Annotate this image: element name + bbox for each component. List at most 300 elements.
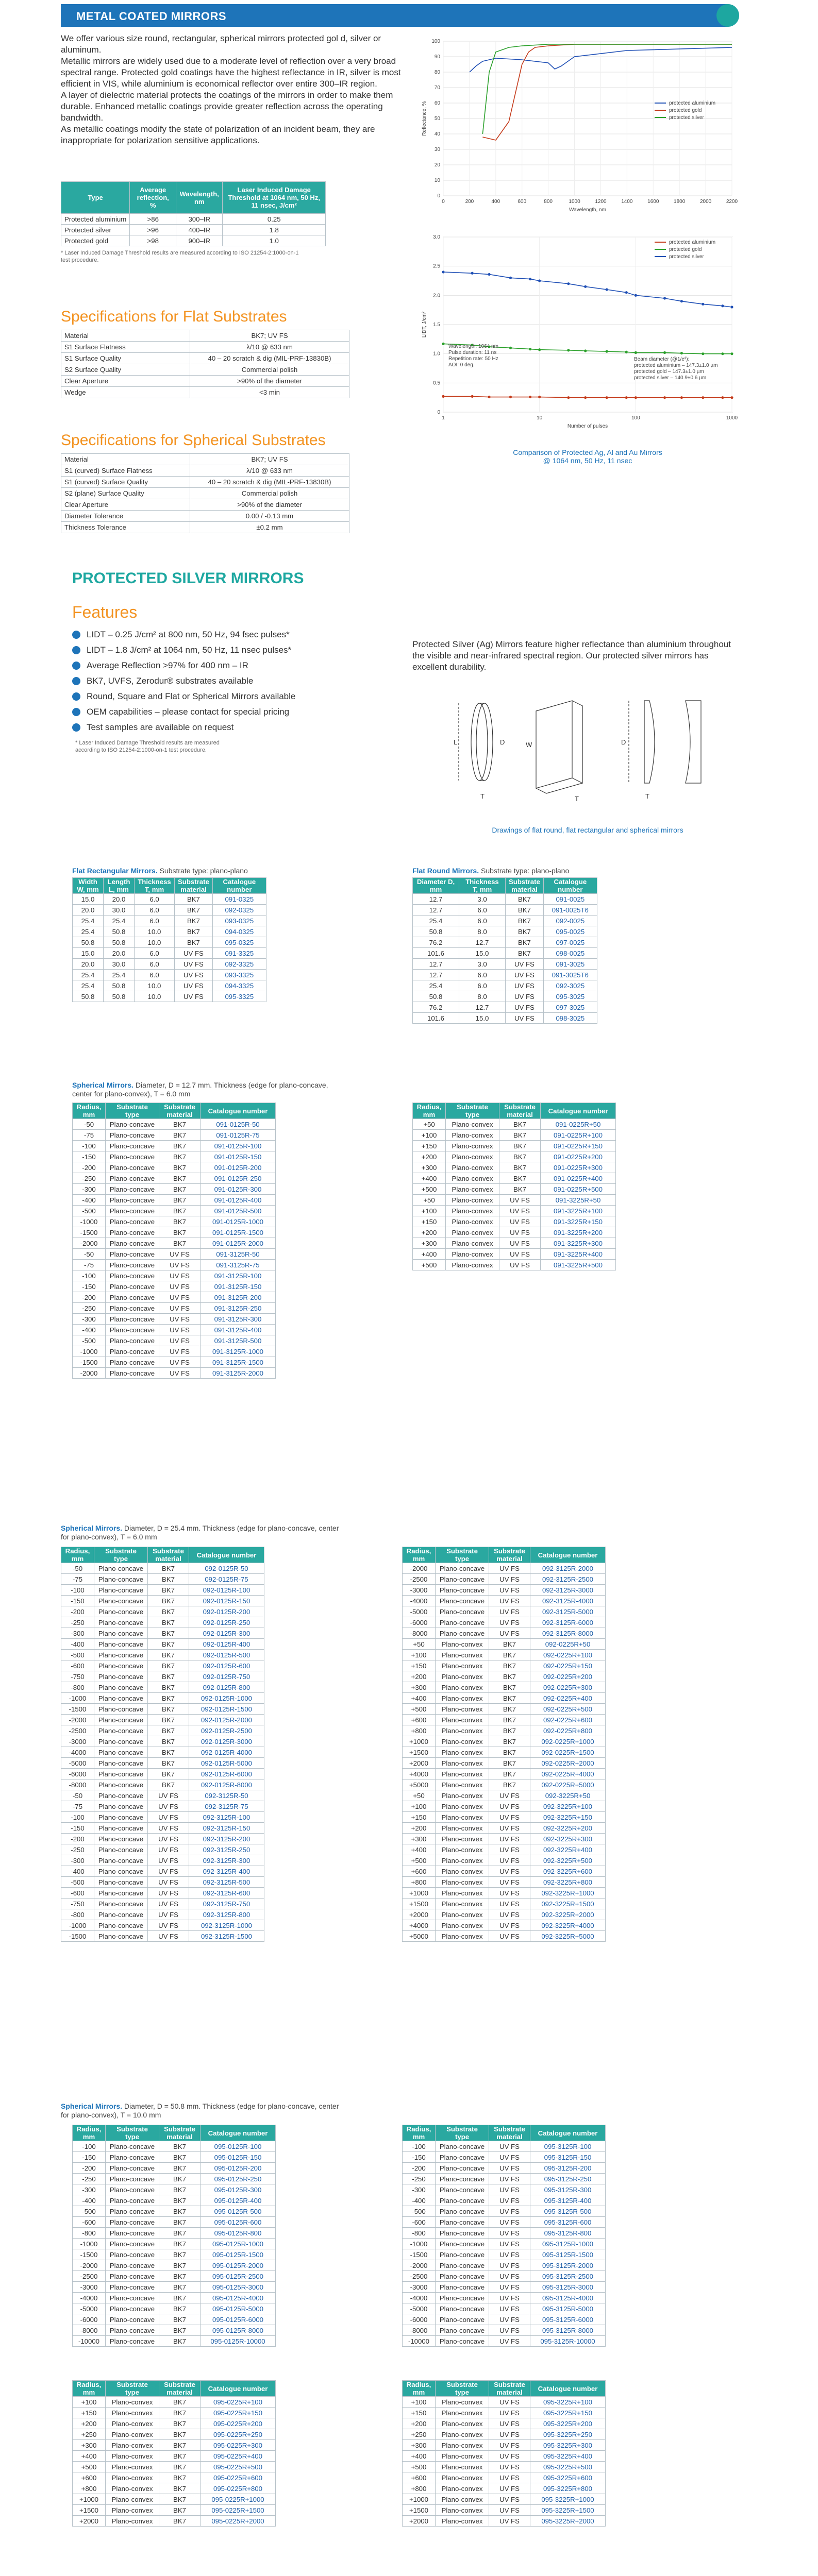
catalogue-number[interactable]: 092-3125R-3000 — [530, 1585, 606, 1596]
catalogue-number[interactable]: 095-0125R-4000 — [201, 2293, 276, 2303]
catalogue-number[interactable]: 092-0125R-600 — [189, 1660, 264, 1671]
catalogue-number[interactable]: 092-3225R+1500 — [530, 1899, 606, 1909]
catalogue-number[interactable]: 095-3225R+1000 — [530, 2494, 606, 2505]
cell: Plano-convex — [436, 1736, 489, 1747]
column-header: Radius, mm — [403, 2125, 436, 2141]
cell: +1500 — [403, 1899, 436, 1909]
mirror-drawings — [443, 690, 732, 824]
intro-p4: As metallic coatings modify the state of polarization of an incident beam, they are inappropriate for polarization sensitive applications. — [61, 124, 375, 145]
catalogue-number[interactable]: 092-0125R-2500 — [189, 1725, 264, 1736]
features-list — [72, 627, 295, 735]
catalogue-number[interactable]: 092-0125R-5000 — [189, 1758, 264, 1769]
catalogue-number[interactable]: 095-3125R-150 — [530, 2152, 606, 2163]
catalogue-number[interactable]: 091-3325 — [212, 948, 266, 959]
cell: UV FS — [489, 1790, 530, 1801]
cell: +800 — [73, 2483, 106, 2494]
catalogue-number[interactable]: 095-0125R-8000 — [201, 2325, 276, 2336]
cell: 12.7 — [413, 959, 459, 970]
data-point — [606, 350, 608, 353]
catalogue-number[interactable]: 091-3125R-50 — [201, 1249, 276, 1260]
cell: 6.0 — [135, 948, 175, 959]
cell: BK7 — [148, 1693, 189, 1704]
catalogue-number[interactable]: 092-3225R+5000 — [530, 1931, 606, 1942]
catalogue-number[interactable]: 091-3225R+500 — [541, 1260, 616, 1270]
cell: Plano-concave — [94, 1909, 148, 1920]
catalogue-number[interactable]: 091-3125R-500 — [201, 1335, 276, 1346]
cell: BK7 — [489, 1715, 530, 1725]
table-row — [413, 1216, 616, 1227]
feature-item: Test samples are available on request — [72, 720, 295, 735]
catalogue-number[interactable]: 091-3225R+100 — [541, 1206, 616, 1216]
cell: 50.8 — [104, 991, 135, 1002]
x-tick-label: 2200 — [726, 199, 738, 205]
catalogue-number[interactable]: 095-3125R-500 — [530, 2206, 606, 2217]
cell: Plano-convex — [446, 1260, 499, 1270]
catalogue-number[interactable]: 091-0125R-200 — [201, 1162, 276, 1173]
cell: -2000 — [73, 1238, 106, 1249]
catalogue-number[interactable]: 091-0125R-250 — [201, 1173, 276, 1184]
catalogue-number[interactable]: 091-3025T6 — [543, 970, 597, 980]
catalogue-number[interactable]: 095-3025 — [543, 991, 597, 1002]
catalogue-number[interactable]: 095-3225R+200 — [530, 2418, 606, 2429]
catalogue-number[interactable]: 095-0125R-200 — [201, 2163, 276, 2174]
catalogue-number[interactable]: 091-0025T6 — [543, 905, 597, 916]
catalogue-number[interactable]: 091-3125R-150 — [201, 1281, 276, 1292]
catalogue-number[interactable]: 092-3125R-5000 — [530, 1606, 606, 1617]
catalogue-number[interactable]: 095-0125R-300 — [201, 2184, 276, 2195]
table-row — [413, 926, 597, 937]
catalogue-number[interactable]: 092-3125R-250 — [189, 1844, 264, 1855]
catalogue-number[interactable]: 091-0225R+300 — [541, 1162, 616, 1173]
cell: -4000 — [403, 1596, 436, 1606]
catalogue-number[interactable]: 092-0225R+300 — [530, 1682, 606, 1693]
catalogue-number[interactable]: 091-3225R+150 — [541, 1216, 616, 1227]
table-row — [73, 1314, 276, 1325]
catalogue-number[interactable]: 092-0225R+200 — [530, 1671, 606, 1682]
table-row — [403, 1909, 606, 1920]
catalogue-number[interactable]: 095-3225R+1500 — [530, 2505, 606, 2516]
catalogue-number[interactable]: 095-3125R-4000 — [530, 2293, 606, 2303]
catalogue-number[interactable]: 095-0125R-100 — [201, 2141, 276, 2152]
catalogue-number[interactable]: 095-0225R+800 — [201, 2483, 276, 2494]
catalogue-number[interactable]: 092-3125R-300 — [189, 1855, 264, 1866]
cell: +500 — [73, 2462, 106, 2472]
catalogue-number[interactable]: 093-3325 — [212, 970, 266, 980]
table-row — [413, 1151, 616, 1162]
catalogue-number[interactable]: 092-3125R-8000 — [530, 1628, 606, 1639]
catalogue-number[interactable]: 092-0125R-1500 — [189, 1704, 264, 1715]
cell: 25.4 — [73, 980, 104, 991]
caption-line: Comparison of Protected Ag, Al and Au Mirrors — [513, 448, 662, 456]
cell: BK7 — [489, 1639, 530, 1650]
cell: +1000 — [73, 2494, 106, 2505]
catalogue-number[interactable]: 092-0125R-1000 — [189, 1693, 264, 1704]
catalogue-number[interactable]: 091-3225R+50 — [541, 1195, 616, 1206]
catalogue-number[interactable]: 092-0125R-50 — [189, 1563, 264, 1574]
table-row — [61, 1769, 264, 1780]
x-tick-label: 400 — [491, 199, 500, 205]
cell: Plano-convex — [436, 1650, 489, 1660]
table-row — [73, 2408, 276, 2418]
catalogue-number[interactable]: 091-3225R+200 — [541, 1227, 616, 1238]
cell: +300 — [403, 2440, 436, 2451]
catalogue-number[interactable]: 092-0125R-100 — [189, 1585, 264, 1596]
data-point — [635, 396, 637, 399]
table-row — [61, 1877, 264, 1888]
catalogue-number[interactable]: 095-0125R-1000 — [201, 2239, 276, 2249]
cell: BK7 — [159, 1173, 201, 1184]
catalogue-number[interactable]: 095-3125R-800 — [530, 2228, 606, 2239]
catalogue-number[interactable]: 095-3125R-400 — [530, 2195, 606, 2206]
table-row — [61, 1617, 264, 1628]
catalogue-number[interactable]: 095-0125R-6000 — [201, 2314, 276, 2325]
catalogue-number[interactable]: 092-3225R+800 — [530, 1877, 606, 1888]
catalogue-number[interactable]: 092-3125R-2500 — [530, 1574, 606, 1585]
cell: -600 — [73, 2217, 106, 2228]
psm-title: PROTECTED SILVER MIRRORS — [72, 570, 304, 587]
cell: UV FS — [489, 2494, 530, 2505]
catalogue-number[interactable]: 095-0225R+1000 — [201, 2494, 276, 2505]
catalogue-number[interactable]: 095-0225R+400 — [201, 2451, 276, 2462]
cell: BK7; UV FS — [190, 330, 349, 342]
cell: UV FS — [489, 1596, 530, 1606]
catalogue-number[interactable]: 091-3225R+400 — [541, 1249, 616, 1260]
catalogue-number[interactable]: 091-0225R+50 — [541, 1119, 616, 1130]
catalogue-number[interactable]: 095-3225R+800 — [530, 2483, 606, 2494]
cell: UV FS — [489, 2418, 530, 2429]
catalogue-number[interactable]: 095-0325 — [212, 937, 266, 948]
catalogue-number[interactable]: 095-0225R+300 — [201, 2440, 276, 2451]
catalogue-number[interactable]: 095-3125R-8000 — [530, 2325, 606, 2336]
catalogue-number[interactable]: 092-0125R-500 — [189, 1650, 264, 1660]
catalogue-number[interactable]: 092-0125R-400 — [189, 1639, 264, 1650]
catalogue-number[interactable]: 094-3325 — [212, 980, 266, 991]
catalogue-number[interactable]: 095-0225R+250 — [201, 2429, 276, 2440]
catalogue-number[interactable]: 091-0225R+500 — [541, 1184, 616, 1195]
catalogue-number[interactable]: 091-0125R-400 — [201, 1195, 276, 1206]
catalogue-number[interactable]: 092-0125R-75 — [189, 1574, 264, 1585]
catalogue-number[interactable]: 091-0125R-500 — [201, 1206, 276, 1216]
catalogue-number[interactable]: 091-0225R+100 — [541, 1130, 616, 1141]
catalogue-number[interactable]: 092-3125R-75 — [189, 1801, 264, 1812]
catalogue-number[interactable]: 092-3225R+4000 — [530, 1920, 606, 1931]
catalogue-number[interactable]: 095-3325 — [212, 991, 266, 1002]
catalogue-number[interactable]: 095-0125R-1500 — [201, 2249, 276, 2260]
catalogue-number[interactable]: 092-0225R+50 — [530, 1639, 606, 1650]
catalogue-number[interactable]: 095-3125R-100 — [530, 2141, 606, 2152]
y-tick-label: 0.5 — [433, 380, 440, 386]
catalogue-number[interactable]: 095-0225R+150 — [201, 2408, 276, 2418]
catalogue-number[interactable]: 092-3225R+50 — [530, 1790, 606, 1801]
dim-label: D — [500, 738, 505, 746]
catalogue-number[interactable]: 098-0025 — [543, 948, 597, 959]
catalogue-number[interactable]: 091-0025 — [543, 894, 597, 905]
catalogue-number[interactable]: 095-3125R-300 — [530, 2184, 606, 2195]
cell: UV FS — [489, 2505, 530, 2516]
catalogue-number[interactable]: 092-0125R-200 — [189, 1606, 264, 1617]
catalogue-number[interactable]: 091-3125R-1500 — [201, 1357, 276, 1368]
catalogue-number[interactable]: 091-0225R+400 — [541, 1173, 616, 1184]
cell: +500 — [413, 1184, 446, 1195]
catalogue-number[interactable]: 091-3125R-100 — [201, 1270, 276, 1281]
data-point — [529, 278, 531, 280]
catalogue-number[interactable]: 091-3125R-250 — [201, 1303, 276, 1314]
catalogue-number[interactable]: 095-3125R-10000 — [530, 2336, 606, 2347]
catalogue-number[interactable]: 091-0225R+150 — [541, 1141, 616, 1151]
catalogue-number[interactable]: 095-3125R-6000 — [530, 2314, 606, 2325]
catalogue-number[interactable]: 095-0125R-500 — [201, 2206, 276, 2217]
cell: >90% of the diameter — [190, 376, 349, 387]
catalogue-number[interactable]: 095-0125R-2500 — [201, 2271, 276, 2282]
catalogue-number[interactable]: 092-3125R-1500 — [189, 1931, 264, 1942]
cell: Plano-concave — [94, 1747, 148, 1758]
catalogue-number[interactable]: 092-0125R-750 — [189, 1671, 264, 1682]
table-row — [73, 2336, 276, 2347]
catalogue-number[interactable]: 095-3225R+150 — [530, 2408, 606, 2418]
catalogue-number[interactable]: 092-0025 — [543, 916, 597, 926]
catalogue-number[interactable]: 095-0125R-600 — [201, 2217, 276, 2228]
catalogue-number[interactable]: 091-3125R-2000 — [201, 1368, 276, 1379]
table-row — [73, 991, 266, 1002]
cell: Plano-concave — [436, 2282, 489, 2293]
catalogue-number[interactable]: 091-0125R-300 — [201, 1184, 276, 1195]
catalogue-number[interactable]: 091-0125R-2000 — [201, 1238, 276, 1249]
catalogue-number[interactable]: 092-3125R-750 — [189, 1899, 264, 1909]
catalogue-number[interactable]: 091-3125R-75 — [201, 1260, 276, 1270]
catalogue-number[interactable]: 097-0025 — [543, 937, 597, 948]
cell: +150 — [73, 2408, 106, 2418]
catalogue-number[interactable]: 095-0225R+200 — [201, 2418, 276, 2429]
catalogue-number[interactable]: 092-3125R-50 — [189, 1790, 264, 1801]
column-header: Length L, mm — [104, 878, 135, 894]
catalogue-number[interactable]: 095-0125R-10000 — [201, 2336, 276, 2347]
cell: -50 — [73, 1249, 106, 1260]
cell: 6.0 — [135, 959, 175, 970]
cell: +50 — [413, 1195, 446, 1206]
table-row — [403, 2429, 606, 2440]
table-row — [61, 1780, 264, 1790]
table-row — [73, 1119, 276, 1130]
catalogue-number[interactable]: 092-0225R+5000 — [530, 1780, 606, 1790]
catalogue-number[interactable]: 092-3125R-6000 — [530, 1617, 606, 1628]
catalogue-number[interactable]: 097-3025 — [543, 1002, 597, 1013]
catalogue-number[interactable]: 095-3125R-250 — [530, 2174, 606, 2184]
catalogue-number[interactable]: 091-3125R-300 — [201, 1314, 276, 1325]
catalogue-number[interactable]: 092-3125R-2000 — [530, 1563, 606, 1574]
cell: Diameter Tolerance — [61, 511, 190, 522]
catalogue-number[interactable]: 095-3125R-600 — [530, 2217, 606, 2228]
catalogue-number[interactable]: 095-0225R+600 — [201, 2472, 276, 2483]
catalogue-number[interactable]: 092-3225R+100 — [530, 1801, 606, 1812]
catalogue-number[interactable]: 092-0225R+1500 — [530, 1747, 606, 1758]
cell: Plano-convex — [436, 2418, 489, 2429]
header-row — [403, 2125, 606, 2141]
cell: Plano-concave — [106, 1151, 159, 1162]
table-row — [403, 2293, 606, 2303]
cell: Plano-convex — [436, 1660, 489, 1671]
catalogue-number[interactable]: 095-0225R+2000 — [201, 2516, 276, 2527]
catalogue-number[interactable]: 092-3025 — [543, 980, 597, 991]
catalogue-number[interactable]: 095-0125R-3000 — [201, 2282, 276, 2293]
catalogue-number[interactable]: 095-0125R-2000 — [201, 2260, 276, 2271]
catalogue-number[interactable]: 091-0125R-1500 — [201, 1227, 276, 1238]
catalogue-number[interactable]: 092-0125R-800 — [189, 1682, 264, 1693]
cell: 0.00 / -0.13 mm — [190, 511, 349, 522]
column-header: Radius, mm — [73, 2125, 106, 2141]
catalogue-number[interactable]: 095-3125R-5000 — [530, 2303, 606, 2314]
catalogue-number[interactable]: 095-3125R-200 — [530, 2163, 606, 2174]
catalogue-number[interactable]: 091-0125R-50 — [201, 1119, 276, 1130]
catalogue-number[interactable]: 095-3125R-1500 — [530, 2249, 606, 2260]
catalogue-number[interactable]: 095-0225R+1500 — [201, 2505, 276, 2516]
catalogue-number[interactable]: 095-3125R-2500 — [530, 2271, 606, 2282]
catalogue-number[interactable]: 091-0125R-150 — [201, 1151, 276, 1162]
catalogue-number[interactable]: 092-0225R+400 — [530, 1693, 606, 1704]
table-row — [413, 1260, 616, 1270]
catalogue-number[interactable]: 092-0225R+1000 — [530, 1736, 606, 1747]
catalogue-number[interactable]: 092-3225R+2000 — [530, 1909, 606, 1920]
catalogue-number[interactable]: 092-0225R+150 — [530, 1660, 606, 1671]
catalogue-number[interactable]: 095-0225R+100 — [201, 2397, 276, 2408]
catalogue-number[interactable]: 092-3225R+400 — [530, 1844, 606, 1855]
catalogue-number[interactable]: 092-0225R+4000 — [530, 1769, 606, 1780]
catalogue-number[interactable]: 095-3225R+500 — [530, 2462, 606, 2472]
catalogue-number[interactable]: 095-0125R-400 — [201, 2195, 276, 2206]
cell: -2500 — [73, 2271, 106, 2282]
catalogue-number[interactable]: 092-3125R-150 — [189, 1823, 264, 1834]
catalogue-number[interactable]: 091-0125R-100 — [201, 1141, 276, 1151]
catalogue-number[interactable]: 095-0225R+500 — [201, 2462, 276, 2472]
catalogue-number[interactable]: 092-0125R-150 — [189, 1596, 264, 1606]
cell: Plano-convex — [106, 2418, 159, 2429]
cell: UV FS — [506, 1013, 544, 1024]
catalogue-number[interactable]: 092-3225R+500 — [530, 1855, 606, 1866]
catalogue-number[interactable]: 095-3225R+250 — [530, 2429, 606, 2440]
cell: Plano-concave — [106, 1216, 159, 1227]
cell: 25.4 — [413, 916, 459, 926]
data-point — [442, 270, 444, 273]
catalogue-number[interactable]: 091-3125R-400 — [201, 1325, 276, 1335]
chart-annotation: Pulse duration: 11 ns — [448, 350, 497, 355]
catalogue-number[interactable]: 092-3125R-600 — [189, 1888, 264, 1899]
catalogue-number[interactable]: 095-0125R-800 — [201, 2228, 276, 2239]
catalogue-number[interactable]: 092-3125R-800 — [189, 1909, 264, 1920]
y-tick-label: 3.0 — [433, 234, 440, 240]
catalogue-number[interactable]: 091-3225R+300 — [541, 1238, 616, 1249]
catalogue-number[interactable]: 095-3125R-1000 — [530, 2239, 606, 2249]
data-point — [567, 349, 570, 351]
catalogue-number[interactable]: 092-3125R-200 — [189, 1834, 264, 1844]
catalogue-number[interactable]: 092-0225R+500 — [530, 1704, 606, 1715]
catalogue-number[interactable]: 092-0225R+100 — [530, 1650, 606, 1660]
catalogue-number[interactable]: 091-0325 — [212, 894, 266, 905]
catalogue-number[interactable]: 091-3025 — [543, 959, 597, 970]
cell: Plano-concave — [106, 2293, 159, 2303]
catalogue-number[interactable]: 092-3125R-500 — [189, 1877, 264, 1888]
catalogue-number[interactable]: 092-0125R-6000 — [189, 1769, 264, 1780]
catalogue-number[interactable]: 095-3225R+100 — [530, 2397, 606, 2408]
cell: BK7 — [148, 1563, 189, 1574]
cell: -1000 — [61, 1920, 94, 1931]
cell: Plano-concave — [94, 1855, 148, 1866]
data-point — [730, 396, 733, 399]
cell: +300 — [403, 1682, 436, 1693]
catalogue-number[interactable]: 095-3225R+600 — [530, 2472, 606, 2483]
catalogue-number[interactable]: 091-3125R-200 — [201, 1292, 276, 1303]
catalogue-number[interactable]: 092-0125R-3000 — [189, 1736, 264, 1747]
column-header: Catalogue number — [530, 2381, 606, 2397]
catalogue-number[interactable]: 092-0225R+600 — [530, 1715, 606, 1725]
catalogue-number[interactable]: 094-0325 — [212, 926, 266, 937]
catalogue-number[interactable]: 092-3125R-400 — [189, 1866, 264, 1877]
cell: BK7 — [148, 1736, 189, 1747]
x-axis-label: Wavelength, nm — [569, 207, 606, 213]
spherical-spec-title: Specifications for Spherical Substrates — [61, 432, 326, 449]
catalogue-number[interactable]: 098-3025 — [543, 1013, 597, 1024]
table-row — [403, 1660, 606, 1671]
catalogue-number[interactable]: 092-0125R-250 — [189, 1617, 264, 1628]
y-tick-label: 1.5 — [433, 322, 440, 328]
catalogue-number[interactable]: 095-0025 — [543, 926, 597, 937]
catalogue-number[interactable]: 092-3225R+300 — [530, 1834, 606, 1844]
catalogue-number[interactable]: 095-3225R+400 — [530, 2451, 606, 2462]
catalogue-number[interactable]: 092-0125R-2000 — [189, 1715, 264, 1725]
cell: -250 — [73, 1303, 106, 1314]
cell: S1 Surface Quality — [61, 353, 190, 364]
catalogue-number[interactable]: 092-3325 — [212, 959, 266, 970]
catalogue-number[interactable]: 092-0125R-300 — [189, 1628, 264, 1639]
catalogue-number[interactable]: 092-3225R+1000 — [530, 1888, 606, 1899]
catalogue-number[interactable]: 091-0225R+200 — [541, 1151, 616, 1162]
cell: Plano-convex — [436, 2494, 489, 2505]
cell: Plano-concave — [436, 2217, 489, 2228]
catalogue-number[interactable]: 095-0125R-5000 — [201, 2303, 276, 2314]
catalogue-number[interactable]: 092-3225R+600 — [530, 1866, 606, 1877]
catalogue-number[interactable]: 092-3125R-100 — [189, 1812, 264, 1823]
catalogue-number[interactable]: 095-3225R+2000 — [530, 2516, 606, 2527]
catalogue-number[interactable]: 093-0325 — [212, 916, 266, 926]
catalogue-number[interactable]: 095-3125R-3000 — [530, 2282, 606, 2293]
catalogue-number[interactable]: 095-0125R-150 — [201, 2152, 276, 2163]
catalogue-number[interactable]: 095-0125R-250 — [201, 2174, 276, 2184]
cell: UV FS — [148, 1888, 189, 1899]
dim-label: L — [454, 738, 458, 746]
catalogue-number[interactable]: 092-0325 — [212, 905, 266, 916]
catalogue-number[interactable]: 091-0125R-75 — [201, 1130, 276, 1141]
table-row — [61, 1899, 264, 1909]
cell: BK7 — [489, 1769, 530, 1780]
catalogue-number[interactable]: 092-3225R+200 — [530, 1823, 606, 1834]
catalogue-number[interactable]: 092-0125R-8000 — [189, 1780, 264, 1790]
features-title: Features — [72, 603, 138, 621]
cell: +2000 — [73, 2516, 106, 2527]
cell: BK7 — [159, 2184, 201, 2195]
catalogue-number[interactable]: 095-3125R-2000 — [530, 2260, 606, 2271]
cell: -800 — [61, 1682, 94, 1693]
feature-item: LIDT – 0.25 J/cm² at 800 nm, 50 Hz, 94 fsec pulses* — [72, 627, 295, 642]
catalogue-number[interactable]: 092-0225R+2000 — [530, 1758, 606, 1769]
cell: Plano-concave — [106, 2336, 159, 2347]
catalogue-number[interactable]: 092-3125R-4000 — [530, 1596, 606, 1606]
catalogue-number[interactable]: 092-0225R+800 — [530, 1725, 606, 1736]
catalogue-number[interactable]: 091-0125R-1000 — [201, 1216, 276, 1227]
catalogue-number[interactable]: 091-3125R-1000 — [201, 1346, 276, 1357]
cell: +50 — [403, 1639, 436, 1650]
catalogue-number[interactable]: 092-3225R+150 — [530, 1812, 606, 1823]
catalogue-number[interactable]: 092-0125R-4000 — [189, 1747, 264, 1758]
catalogue-number[interactable]: 092-3125R-1000 — [189, 1920, 264, 1931]
catalogue-number[interactable]: 095-3225R+300 — [530, 2440, 606, 2451]
